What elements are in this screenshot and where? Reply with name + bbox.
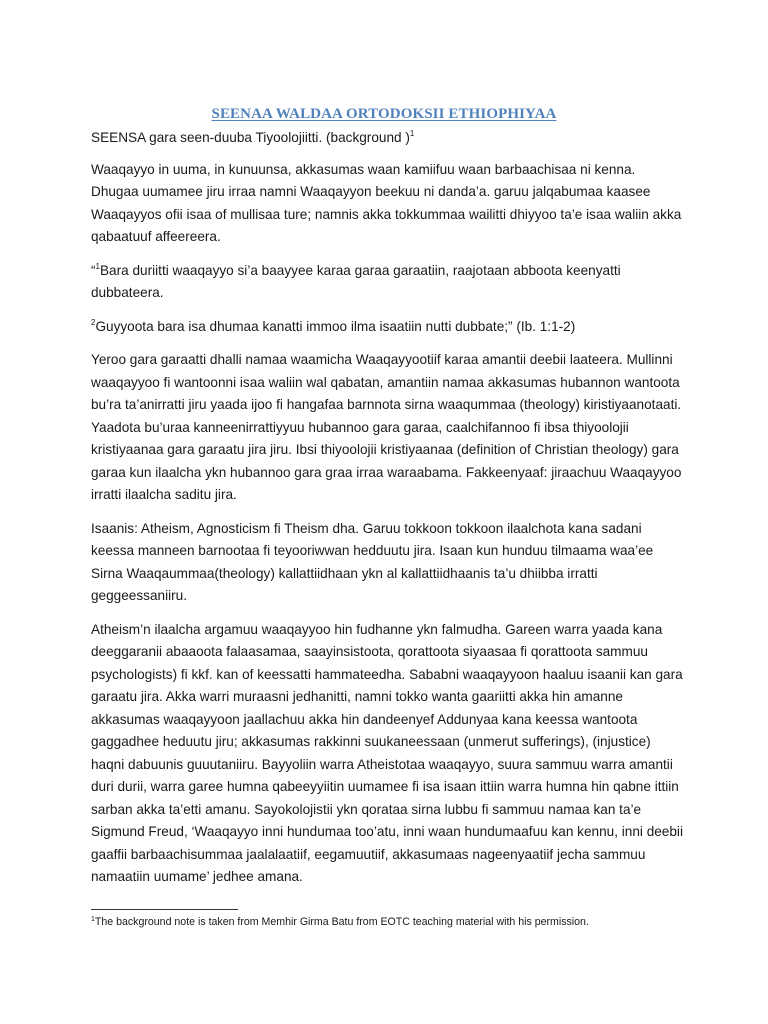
footnote-number: 1 — [91, 916, 95, 923]
document-body — [91, 127, 683, 900]
verse-number-2: 2 — [91, 317, 96, 327]
footnote-separator — [91, 909, 238, 910]
page-title: SEENAA WALDAA ORTODOKSII ETHIOPHIYAA — [211, 106, 557, 122]
footnote — [91, 914, 691, 930]
footnote-ref[interactable]: 1 — [409, 129, 415, 138]
open-quote: “ — [91, 262, 96, 278]
paragraph-5: Isaanis: Atheism, Agnosticism fi Theism dha. Garuu tokkoon tokkoon ilaalchota kana sadani keessa manneen barnootaa fi teyooriwwan hedduutu jira. Isaan kun hunduu tilmaama waa’ee Sirna Waaqaummaa(theology) kallattiidhaan ykn al kallattiidhaanis ta’u dhiibba irratti geggeessaniiru. — [91, 520, 654, 603]
paragraph-1: Waaqayyo in uuma, in kunuunsa, akkasumas waan kamiifuu waan barbaachisaa ni kenna. Dhugaa uumamee jiru irraa namni Waaqayyon beekuu ni danda’a. garuu jalqabumaa kaasee Waaqayyos ofii isaa of mullisaa ture; namnis akka tokkummaa wailitti dhiyyoo ta’e isaa waliin akka qabaatuuf affeereera. — [91, 161, 682, 244]
paragraph-2 — [91, 260, 683, 305]
subtitle-text: SEENSA gara seen-duuba Tiyoolojiitti. (background ) — [91, 130, 410, 145]
paragraph-6: Atheism’n ilaalcha argamuu waaqayyoo hin fudhanne ykn falmudha. Gareen warra yaada kana deeggaranii abaaoota falaasamaa, saayinsistoota, qorattoota siyaasaa fi qorattoota sammuu psychologists) fi kkf. kan of keessatti hammateedha. Sababni waaqayyoon haaluu isaanii kan gara garaatu jira. Akka warri muraasni jedhanitti, namni tokko wanta gaariitti akka hin amanne akkasumas waaqayyoon jaallachuu akka hin dandeenyef Addunyaa kana keessa wantoota gaggadhee heduutu jiru; akkasumas rakkinni suukaneessaan (unmerut sufferings), (injustice) haqni dabuunis guuutaniiru. Bayyoliin warra Atheistotaa waaqayyo, suura sammuu warra amantii duri durii, warra garee humna qabeeyyiitin uumamee fi isa isaan ittiin warra humna hin qabne ittiin sarban akka ta’etti amanu. Sayokolojistii ykn qorataa sirna lubbu fi sammuu namaa kan ta’e Sigmund Freud, ‘Waaqayyo inni hundumaa too’atu, inni waan hundumaafuu kan kennu, inni deebii gaaffii barbaachisummaa jaalalaatiif, eegamuutiif, akkasumaas nageenyaatiif jecha sammuu namaatiin uumame’ jedhee amana. — [91, 621, 683, 884]
verse-text-2: Guyyoota bara isa dhumaa kanatti immoo ilma isaatiin nutti dubbate;” (Ib. 1:1-2) — [95, 318, 576, 334]
subtitle — [91, 127, 683, 150]
footnote-text: The background note is taken from Memhir Girma Batu from EOTC teaching material with his permission. — [94, 916, 589, 928]
verse-number-1: 1 — [95, 261, 100, 271]
paragraph-3 — [91, 316, 683, 339]
paragraph-4: Yeroo gara garaatti dhalli namaa waamicha Waaqayyootiif karaa amantii deebii laateera. Mullinni waaqayyoo fi wantoonni isaa waliin wal qabatan, amantiin namaa akkasumas hubannon wantoota bu’ra ta’anirratti jiru yaada ijoo fi hangafaa barnnota sirna waaqummaa (theology) kiristiyaanotaati. Yaadota bu’uraa kanneenirrattiyyuu hubannoo gara garaa, caalchifannoo fi ibsa thiyoolojii kristiyaanaa gara garaatu jira jiru. Ibsi thiyoolojii kristiyaanaa (definition of Christian theology) gara garaa kun ilaalcha ykn hubannoo gara graa irraa waraabama. Fakkeenyaaf: jiraachuu Waaqayyoo irratti ilaalcha saditu jira. — [91, 352, 682, 502]
verse-text-1: Bara duriitti waaqayyo si’a baayyee karaa garaa garaatiin, raajotaan abboota keenyatti dubbateera. — [91, 262, 621, 300]
